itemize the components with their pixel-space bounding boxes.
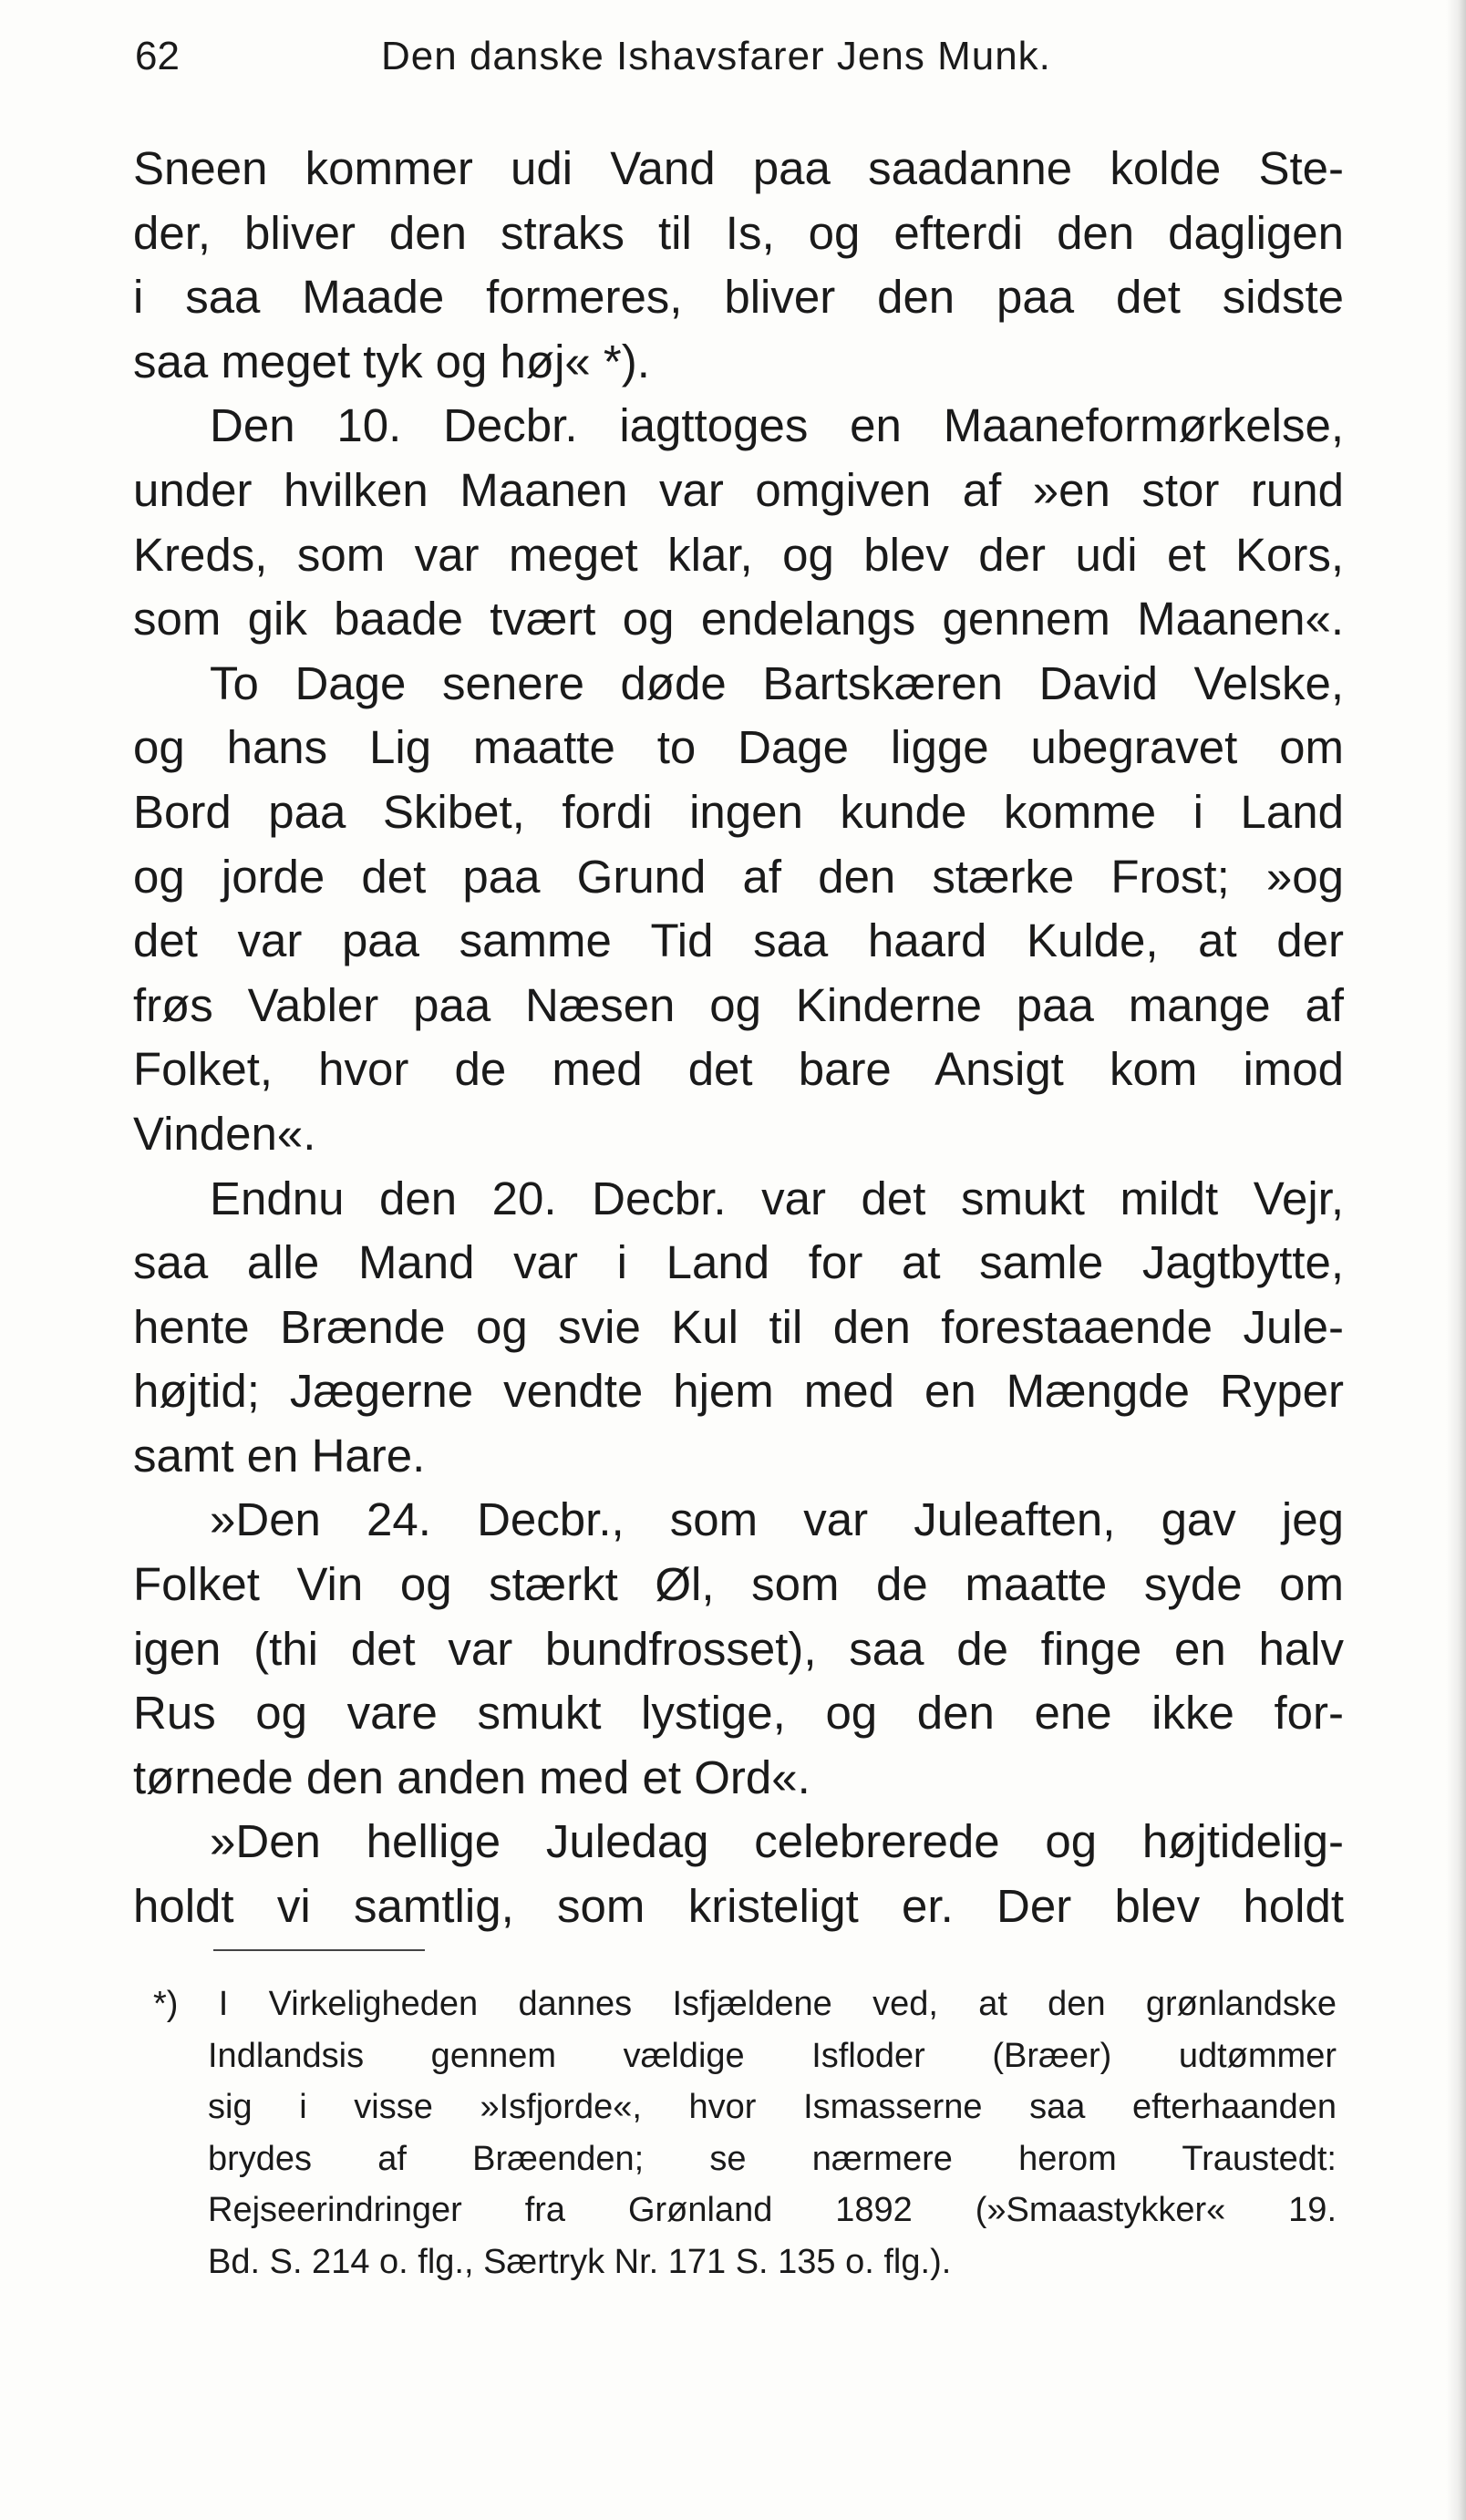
body-line: saa meget tyk og høj« *).	[133, 335, 650, 387]
footnote-line: sig i visse »Isfjorde«, hvor Ismasserne saa efterhaanden	[208, 2088, 1337, 2127]
body-line: holdt vi samtlig, som kristeligt er. Der blev holdt	[133, 1880, 1344, 1933]
body-line: Vinden«.	[133, 1107, 316, 1160]
body-line: samt en Hare.	[133, 1429, 426, 1482]
footnote-line: *) I Virkeligheden dannes Isfjældene ved, at den grønlandske	[153, 1985, 1337, 2023]
body-line: igen (thi det var bundfrosset), saa de finge en halv	[133, 1622, 1344, 1675]
body-line: som gik baade tvært og endelangs gennem Maanen«.	[133, 593, 1344, 645]
body-line: Den 10. Decbr. iagttoges en Maaneformørkelse,	[210, 399, 1344, 452]
body-line: Rus og vare smukt lystige, og den ene ikke for-	[133, 1687, 1344, 1740]
body-line: tørnede den anden med et Ord«.	[133, 1751, 810, 1803]
body-line: der, bliver den straks til Is, og efterdi den dagligen	[133, 206, 1344, 259]
footnote-rule	[213, 1949, 425, 1951]
body-line: Bord paa Skibet, fordi ingen kunde komme i Land	[133, 785, 1344, 838]
page-header	[135, 29, 1329, 84]
page-number: 62	[135, 34, 180, 78]
body-line: under hvilken Maanen var omgiven af »en stor rund	[133, 463, 1344, 516]
body-line: To Dage senere døde Bartskæren David Velske,	[210, 656, 1344, 709]
body-line: »Den hellige Juledag celebrerede og højtidelig-	[210, 1815, 1344, 1868]
body-line: frøs Vabler paa Næsen og Kinderne paa mange af	[133, 978, 1344, 1031]
body-line: »Den 24. Decbr., som var Juleaften, gav jeg	[210, 1493, 1344, 1546]
footnote-line: Indlandsis gennem vældige Isfloder (Bræer) udtømmer	[208, 2036, 1337, 2075]
footnote-line: brydes af Bræenden; se nærmere herom Traustedt:	[208, 2139, 1337, 2178]
body-line: Folket Vin og stærkt Øl, som de maatte syde om	[133, 1558, 1344, 1611]
body-text	[133, 137, 1344, 1939]
body-line: Endnu den 20. Decbr. var det smukt mildt Vejr,	[210, 1172, 1344, 1224]
body-line: og jorde det paa Grund af den stærke Frost; »og	[133, 850, 1344, 903]
footnote-line: Rejseerindringer fra Grønland 1892 (»Smaastykker« 19.	[208, 2191, 1337, 2230]
body-line: Kreds, som var meget klar, og blev der udi et Kors,	[133, 528, 1344, 581]
page-edge-shadow	[1446, 0, 1466, 2520]
body-line: i saa Maade formeres, bliver den paa det sidste	[133, 271, 1344, 324]
body-line: Folket, hvor de med det bare Ansigt kom imod	[133, 1043, 1344, 1096]
body-line: Sneen kommer udi Vand paa saadanne kolde Ste-	[133, 142, 1344, 194]
body-line: det var paa samme Tid saa haard Kulde, at der	[133, 914, 1344, 967]
footnote-line: Bd. S. 214 o. flg., Særtryk Nr. 171 S. 135 o. flg.).	[208, 2242, 952, 2281]
body-line: hente Brænde og svie Kul til den forestaaende Jule-	[133, 1300, 1344, 1353]
body-line: og hans Lig maatte to Dage ligge ubegravet om	[133, 721, 1344, 774]
body-line: højtid; Jægerne vendte hjem med en Mængde Ryper	[133, 1365, 1344, 1418]
body-line: saa alle Mand var i Land for at samle Jagtbytte,	[133, 1236, 1344, 1289]
footnote	[133, 1978, 1337, 2288]
running-head: Den danske Ishavsfarer Jens Munk.	[381, 34, 1051, 78]
